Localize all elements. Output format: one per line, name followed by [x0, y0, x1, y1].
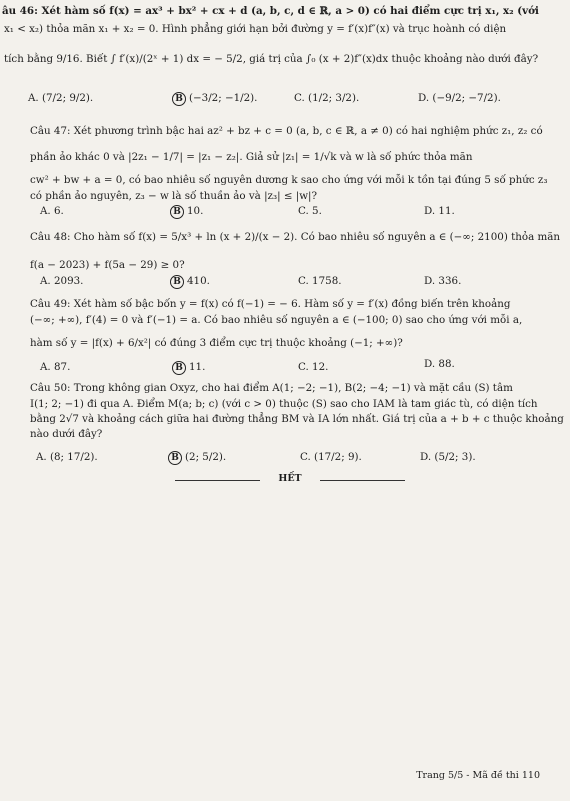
q49-line2: (−∞; +∞), f′(4) = 0 và f′(−1) = a. Có bao nhiêu số nguyên a ∈ (−100; 0) sao cho ứng với mỗi a,	[30, 314, 523, 326]
q49-answer-b	[172, 361, 205, 375]
q50-line3: bằng 2√7 và khoảng cách giữa hai đường thẳng BM và IA lớn nhất. Giá trị của a + b + c thuộc khoảng	[30, 413, 564, 425]
q46-line2: x₁ < x₂) thỏa mãn x₁ + x₂ = 0. Hình phẳng giới hạn bởi đường y = f′(x)f″(x) và trục hoành có diện	[4, 23, 507, 35]
q46-line1: âu 46: Xét hàm số f(x) = ax³ + bx² + cx + d (a, b, c, d ∈ ℝ, a > 0) có hai điểm cực trị x₁, x₂ (với	[2, 5, 539, 17]
q50-answer-c: C. (17/2; 9).	[300, 451, 362, 463]
q47-answer-b-text: 10.	[187, 205, 204, 217]
q50-line4: nào dưới đây?	[30, 428, 103, 440]
q48-line2: f(a − 2023) + f(5a − 29) ≥ 0?	[30, 259, 185, 271]
q49-answer-c: C. 12.	[298, 361, 329, 373]
q49-answer-a: A. 87.	[40, 361, 71, 373]
q49-answer-b-text: 11.	[189, 361, 206, 373]
selected-answer-circle: B	[170, 275, 184, 289]
q50-line1: Câu 50: Trong không gian Oxyz, cho hai điểm A(1; −2; −1), B(2; −4; −1) và mặt cầu (S) tâm	[30, 382, 513, 394]
q50-answer-d: D. (5/2; 3).	[420, 451, 476, 463]
q50-answer-a: A. (8; 17/2).	[36, 451, 98, 463]
q46-answer-c: C. (1/2; 3/2).	[294, 92, 360, 104]
q47-line3: cw² + bw + a = 0, có bao nhiêu số nguyên dương k sao cho ứng với mỗi k tồn tại đúng 5 số phức z₃	[30, 174, 548, 186]
q47-answer-a: A. 6.	[40, 205, 64, 217]
q47-line2: phần ảo khác 0 và |2z₁ − 1/7| = |z₁ − z₂|. Giả sử |z₁| = 1/√k và w là số phức thỏa mãn	[30, 151, 473, 163]
q48-line1: Câu 48: Cho hàm số f(x) = 5/x³ + ln (x + 2)/(x − 2). Có bao nhiêu số nguyên a ∈ (−∞; 2100) thỏa mãn	[30, 231, 561, 243]
q48-answer-c: C. 1758.	[298, 275, 342, 287]
q47-answer-b	[170, 205, 203, 219]
q47-line1: Câu 47: Xét phương trình bậc hai az² + bz + c = 0 (a, b, c ∈ ℝ, a ≠ 0) có hai nghiệm phức z₁, z₂ có	[30, 125, 543, 137]
q48-answer-b-text: 410.	[187, 275, 210, 287]
q50-line2: I(1; 2; −1) đi qua A. Điểm M(a; b; c) (với c > 0) thuộc (S) sao cho IAM là tam giác tù, có diện tích	[30, 398, 538, 410]
q47-answer-c: C. 5.	[298, 205, 322, 217]
page-footer: Trang 5/5 - Mã đề thi 110	[416, 770, 540, 781]
q49-answer-d: D. 88.	[424, 358, 455, 370]
q49-line1: Câu 49: Xét hàm số bậc bốn y = f(x) có f(−1) = − 6. Hàm số y = f′(x) đồng biến trên khoảng	[30, 298, 511, 310]
q50-answer-b	[168, 451, 226, 465]
q46-answer-a: A. (7/2; 9/2).	[28, 92, 94, 104]
selected-answer-circle: B	[168, 451, 182, 465]
q48-answer-d: D. 336.	[424, 275, 462, 287]
q47-line4: có phần ảo nguyên, z₃ − w là số thuần ảo và |z₃| ≤ |w|?	[30, 190, 318, 202]
q46-answer-b-text: (−3/2; −1/2).	[189, 92, 258, 104]
q48-answer-b	[170, 275, 210, 289]
selected-answer-circle: B	[172, 92, 186, 106]
end-marker: HẾT	[175, 473, 405, 484]
q46-answer-b	[172, 92, 257, 106]
q46-line3: tích bằng 9/16. Biết ∫ f′(x)/(2ˣ + 1) dx = − 5/2, giá trị của ∫₀ (x + 2)f″(x)dx thuộc khoảng nào dưới đây?	[4, 53, 539, 65]
q49-line3: hàm số y = |f(x) + 6/x²| có đúng 3 điểm cực trị thuộc khoảng (−1; +∞)?	[30, 337, 403, 349]
selected-answer-circle: B	[172, 361, 186, 375]
q48-answer-a: A. 2093.	[40, 275, 84, 287]
selected-answer-circle: B	[170, 205, 184, 219]
q50-answer-b-text: (2; 5/2).	[185, 451, 227, 463]
q46-answer-d: D. (−9/2; −7/2).	[418, 92, 501, 104]
q47-answer-d: D. 11.	[424, 205, 455, 217]
